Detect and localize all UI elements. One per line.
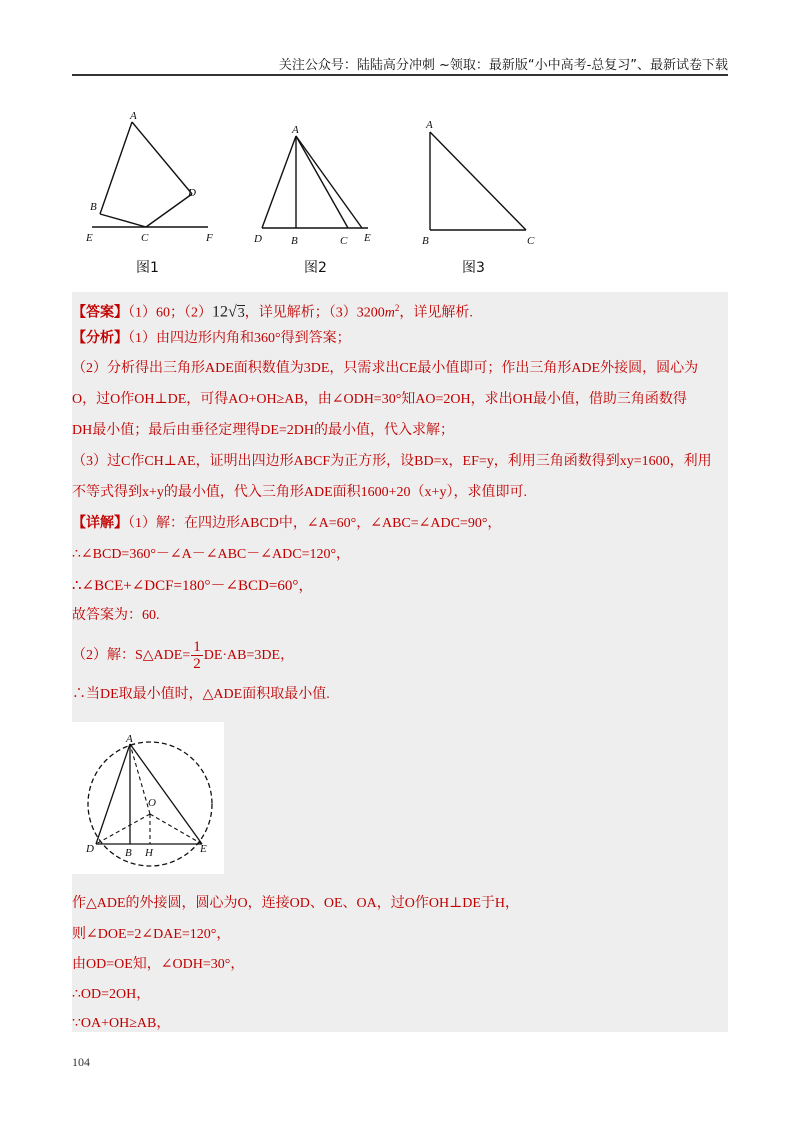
detail-line-2: ∴∠BCD=360°－∠A－∠ABC－∠ADC=120°， <box>72 547 351 562</box>
detail-line-6: ∴当DE取最小值时，△ADE面积取最小值. <box>72 687 330 702</box>
fig1-label-b: B <box>90 201 97 213</box>
analysis-line-1 <box>72 329 351 349</box>
fig2-label-b: B <box>291 235 298 247</box>
detail-text-1: （1）解：在四边形ABCD中，∠A=60°，∠ABC=∠ADC=90°， <box>128 516 502 531</box>
analysis-line-3: O，过O作OH⊥DE，可得AO+OH≥AB，由∠ODH=30°知AO=2OH，求出OH最小值，借助三角函数得 <box>72 392 687 407</box>
circle-label-h: H <box>145 847 153 859</box>
cont-line-2: 则∠DOE=2∠DAE=120°， <box>72 927 231 942</box>
cont-line-4: ∴OD=2OH， <box>72 987 151 1002</box>
fig3-caption: 图3 <box>462 260 485 276</box>
analysis-line-6: 不等式得到x+y的最小值，代入三角形ADE面积1600+20（x+y），求值即可. <box>72 485 527 500</box>
fraction <box>191 639 203 672</box>
circle-label-d: D <box>86 843 94 855</box>
circumcircle-figure <box>72 722 224 874</box>
answer-coef: 12 <box>212 303 228 321</box>
answer-tag: 【答案】 <box>72 305 128 321</box>
fig3-label-b: B <box>422 235 429 247</box>
analysis-line-2: （2）分析得出三角形ADE面积数值为3DE，只需求出CE最小值即可；作出三角形ADE外接圆，圆心为 <box>72 361 699 376</box>
figure-row <box>72 104 728 292</box>
cont-line-1: 作△ADE的外接圆，圆心为O，连接OD、OE、OA，过O作OH⊥DE于H， <box>72 896 520 911</box>
figure-1 <box>92 122 208 227</box>
fig1-label-d: D <box>188 187 196 199</box>
page-header <box>72 52 728 76</box>
answer-part2: ，详见解析；（3）3200 <box>244 305 385 321</box>
circle-label-a: A <box>126 733 133 745</box>
fig2-label-c: C <box>340 235 348 247</box>
fig2-label-d: D <box>254 233 262 245</box>
fig1-label-e: E <box>86 232 93 244</box>
fig2-caption: 图2 <box>304 260 327 276</box>
analysis-text-1: （1）由四边形内角和360°得到答案； <box>128 331 351 346</box>
circle-label-o: O <box>148 797 156 809</box>
answer-line: 【答案】（1）60；（2）12√3，详见解析；$(3)3200m^2$，详见解析. <box>72 303 473 321</box>
analysis-tag: 【分析】 <box>72 331 128 346</box>
cont-line-5: ∵OA+OH≥AB， <box>72 1016 171 1031</box>
figures-svg <box>72 104 728 292</box>
fig2-label-e: E <box>364 232 371 244</box>
answer-radicand: 3 <box>237 305 245 321</box>
cont-line-3: 由OD=OE知，∠ODH=30°， <box>72 957 245 972</box>
detail-line-1 <box>72 514 501 534</box>
detail-line-5 <box>72 638 294 674</box>
answer-part1: （1）60；（2） <box>128 305 212 321</box>
fig1-caption: 图1 <box>136 260 159 276</box>
detail-text-5-post: DE·AB=3DE， <box>203 648 295 663</box>
fig3-label-a: A <box>426 119 433 131</box>
fraction-numerator: 1 <box>193 639 201 656</box>
detail-text-5-pre: （2）解：S△ADE= <box>72 648 191 663</box>
figure-3 <box>430 132 526 230</box>
header-text: 关注公众号：陆陆高分冲刺 ~领取：最新版“小中高考-总复习”、最新试卷下载 <box>278 58 728 73</box>
detail-line-4: 故答案为：60. <box>72 608 160 623</box>
circle-label-e: E <box>200 843 207 855</box>
figure-2 <box>262 136 368 228</box>
answer-unit: m <box>384 305 395 321</box>
fig1-label-c: C <box>141 232 149 244</box>
circumcircle-svg <box>72 722 224 874</box>
circle-label-b: B <box>125 847 132 859</box>
answer-exponent: 2 <box>394 303 400 313</box>
fraction-denominator: 2 <box>193 656 201 673</box>
detail-line-3: ∴∠BCE+∠DCF=180°－∠BCD=60°， <box>72 578 314 594</box>
fig2-label-a: A <box>292 124 299 136</box>
answer-part3: ，详见解析. <box>399 305 473 321</box>
analysis-line-4: DH最小值；最后由垂径定理得DE=2DH的最小值，代入求解； <box>72 423 454 438</box>
analysis-line-5: （3）过C作CH⊥AE，证明出四边形ABCF为正方形，设BD=x，EF=y，利用三角函数得到xy=1600，利用 <box>72 454 712 469</box>
page-number: 104 <box>72 1055 90 1069</box>
detail-tag: 【详解】 <box>72 516 128 531</box>
fig1-label-a: A <box>130 110 137 122</box>
fig1-label-f: F <box>206 232 213 244</box>
fig3-label-c: C <box>527 235 535 247</box>
